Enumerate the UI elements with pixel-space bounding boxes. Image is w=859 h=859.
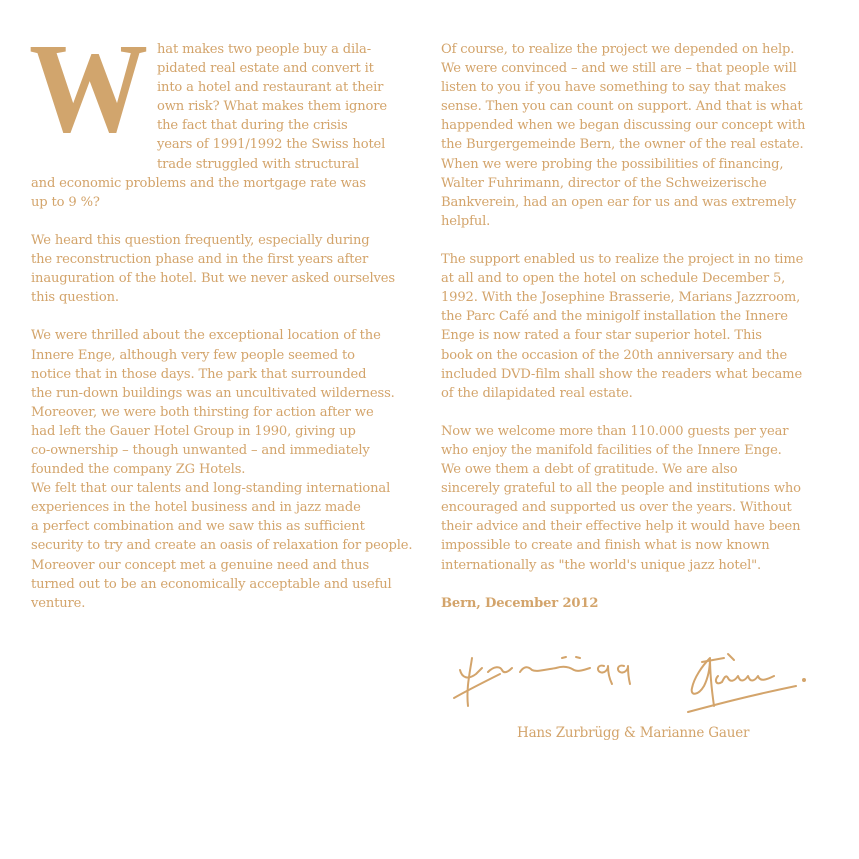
signature-stroke xyxy=(702,654,734,662)
text-line: notice that in those days. The park that surrounded xyxy=(31,366,367,382)
text-line: sense. Then you can count on support. And that is what xyxy=(441,99,803,115)
text-line: pidated real estate and convert it xyxy=(157,61,374,77)
text-line: up to 9 %? xyxy=(31,194,100,210)
text-line: Of course, to realize the project we depended on help. xyxy=(441,42,795,57)
signature-stroke xyxy=(520,667,590,672)
text-line: venture. xyxy=(31,595,86,611)
text-line: and economic problems and the mortgage rate was xyxy=(31,175,366,191)
signature-stroke xyxy=(688,686,796,712)
text-line: years of 1991/1992 the Swiss hotel xyxy=(157,137,386,153)
text-line: internationally as "the world's unique jazz hotel". xyxy=(441,557,762,573)
text-line: trade struggled with structural xyxy=(157,156,360,172)
text-line: listen to you if you have something to say that makes xyxy=(441,80,787,96)
signature-stroke xyxy=(454,674,500,698)
text-line: included DVD-film shall show the readers what became xyxy=(441,366,803,382)
paragraph-gap xyxy=(441,575,826,594)
text-line: this question. xyxy=(31,290,119,306)
text-line: helpful. xyxy=(441,213,491,229)
text-line: hat makes two people buy a dila- xyxy=(157,42,371,57)
paragraph-gap xyxy=(31,307,416,326)
text-line: into a hotel and restaurant at their xyxy=(157,80,384,96)
text-line: Moreover, we were both thirsting for action after we xyxy=(31,404,374,420)
text-line: security to try and create an oasis of relaxation for people. xyxy=(31,538,413,554)
paragraph-support xyxy=(441,40,826,231)
text-line: their advice and their effective help it would have been xyxy=(441,519,801,535)
text-line: the fact that during the crisis xyxy=(157,118,348,134)
text-line: We felt that our talents and long-standing international xyxy=(31,481,391,497)
text-line: impossible to create and finish what is now known xyxy=(441,538,770,554)
text-line: We heard this question frequently, especially during xyxy=(31,232,370,248)
text-line: The support enabled us to realize the project in no time xyxy=(441,252,804,268)
text-line: the Parc Café and the minigolf installation the Innere xyxy=(441,309,788,325)
text-line: the reconstruction phase and in the first years after xyxy=(31,252,369,268)
signature-stroke xyxy=(598,666,612,684)
paragraph-gap xyxy=(31,212,416,231)
text-line: happended when we began discussing our concept with xyxy=(441,118,806,134)
left-column xyxy=(29,17,416,613)
text-line: had left the Gauer Hotel Group in 1990, giving up xyxy=(31,423,356,439)
text-line: the run-down buildings was an uncultivated wilderness. xyxy=(31,385,395,401)
text-line: own risk? What makes them ignore xyxy=(157,99,387,115)
dateline: Bern, December 2012 xyxy=(441,595,599,611)
right-column xyxy=(441,40,826,613)
signature-stroke xyxy=(618,666,630,684)
text-line: the Burgergemeinde Bern, the owner of the real estate. xyxy=(441,137,804,153)
signature-stroke xyxy=(692,658,714,706)
text-line: We were thrilled about the exceptional location of the xyxy=(31,328,381,344)
text-line: of the dilapidated real estate. xyxy=(441,385,633,401)
text-line: Enge is now rated a four star superior hotel. This xyxy=(441,328,762,344)
signature-stroke xyxy=(488,667,512,672)
text-line: encouraged and supported us over the years. Without xyxy=(441,500,792,516)
signature-image xyxy=(448,648,828,718)
signature-stroke xyxy=(467,658,472,706)
text-line: co-ownership – though unwanted – and immediately xyxy=(31,442,370,458)
paragraph-gap xyxy=(441,231,826,250)
signature-stroke xyxy=(562,657,580,658)
text-line: book on the occasion of the 20th anniversary and the xyxy=(441,347,788,363)
text-line: Walter Fuhrimann, director of the Schweizerische xyxy=(441,175,767,191)
text-line: We owe them a debt of gratitude. We are also xyxy=(441,462,738,478)
signature-stroke xyxy=(803,679,805,681)
text-line: Innere Enge, although very few people seemed to xyxy=(31,347,355,363)
drop-cap: W xyxy=(29,17,145,159)
text-line: Bankverein, had an open ear for us and was extremely xyxy=(441,194,797,210)
text-line: When we were probing the possibilities of financing, xyxy=(441,156,784,172)
text-line: We were convinced – and we still are – that people will xyxy=(441,61,797,77)
text-line: Now we welcome more than 110.000 guests per year xyxy=(441,423,789,439)
paragraph-gratitude xyxy=(441,422,826,575)
paragraph-question xyxy=(31,231,416,307)
text-line: Moreover our concept met a genuine need and thus xyxy=(31,557,370,573)
text-line: founded the company ZG Hotels. xyxy=(31,462,246,478)
paragraph-opening xyxy=(441,250,826,403)
signers-names: Hans Zurbrügg & Marianne Gauer xyxy=(517,725,750,741)
text-line: experiences in the hotel business and in jazz made xyxy=(31,500,361,516)
text-line: turned out to be an economically acceptable and useful xyxy=(31,576,392,592)
text-line: at all and to open the hotel on schedule December 5, xyxy=(441,271,786,287)
text-line: a perfect combination and we saw this as sufficient xyxy=(31,519,365,535)
paragraph-location xyxy=(31,326,416,612)
text-line: inauguration of the hotel. But we never asked ourselves xyxy=(31,271,395,287)
text-line: 1992. With the Josephine Brasserie, Marians Jazzroom, xyxy=(441,290,801,306)
signature-stroke xyxy=(716,676,774,683)
text-line: sincerely grateful to all the people and institutions who xyxy=(441,481,801,497)
text-line: who enjoy the manifold facilities of the Innere Enge. xyxy=(441,442,782,458)
paragraph-intro xyxy=(29,17,416,212)
paragraph-gap xyxy=(441,403,826,422)
